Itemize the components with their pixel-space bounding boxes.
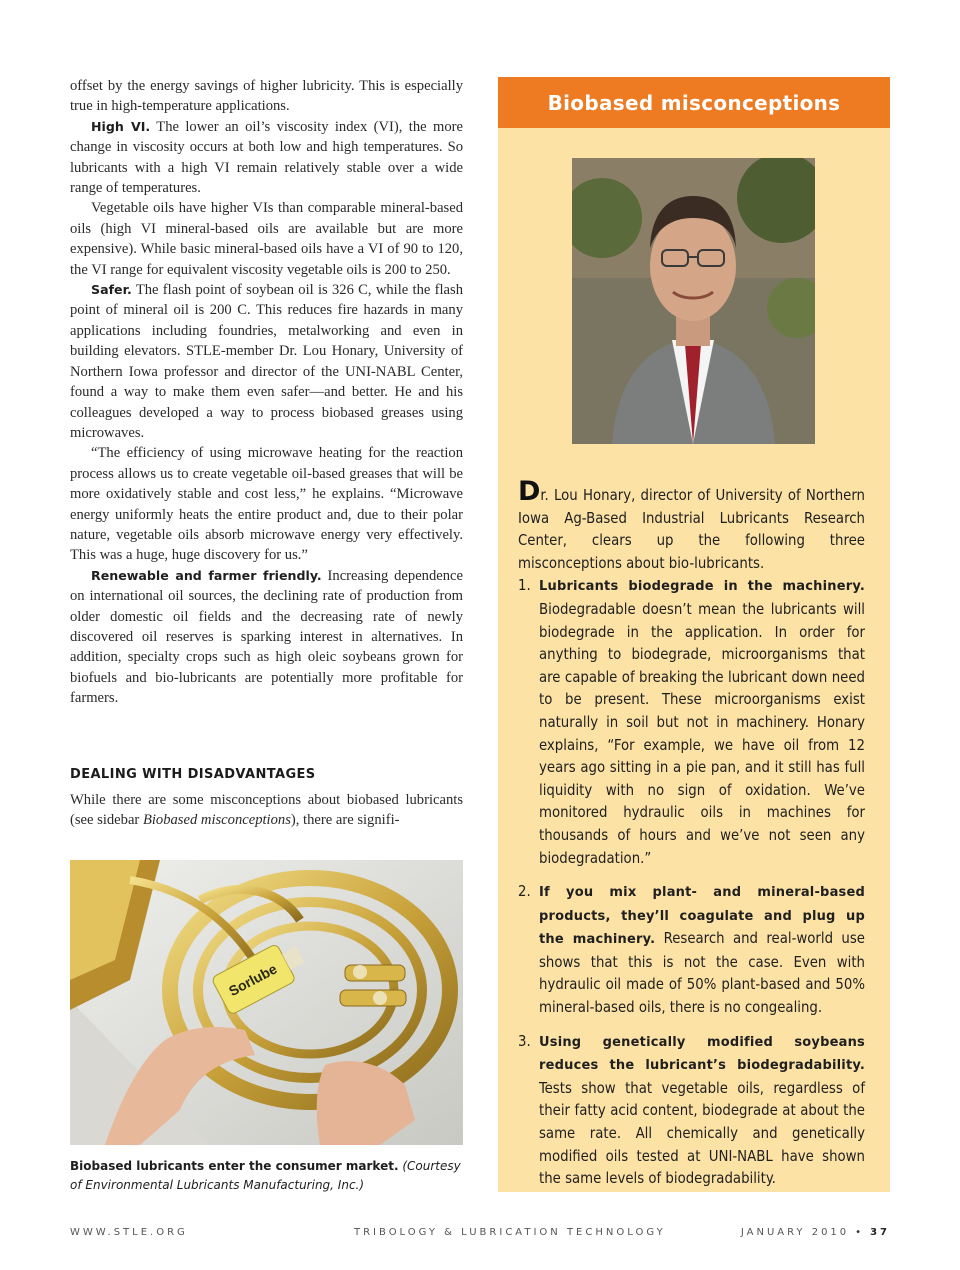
item-text: Biodegradable doesn’t mean the lubricants will biodegrade in the application. In order for anything to biodegrade, microorganisms that are capable of breaking the lubricant down need to be present. These microorganisms exist naturally in soil but not in machinery. Honary explains, “For example, we have oil from 12 years ago sitting in a pie pan, and it still has full liquidity with no sign of oxidation. We’ve monitored hydraulic oils in machines for thousands of hours and we’ve not seen any biodegradation.” [539, 600, 865, 867]
photo-caption [70, 1157, 463, 1195]
paragraph: offset by the energy savings of higher lubricity. This is especially true in high-temperature applications. [70, 78, 463, 115]
list-item [518, 1031, 865, 1191]
paragraph-text: The flash point of soybean oil is 326 C, while the flash point of mineral oil is 200 C. This reduces fire hazards in many applications including foundries, metalworking and even in building elevators. STLE-member Dr. Lou Honary, University of Northern Iowa professor and director of the UNI-NABL Center, found a way to make them even safer—and better. He and his colleagues developed a way to process biobased greases using microwaves. [70, 282, 464, 441]
footer-bullet: • [855, 1227, 865, 1238]
caption-title: Biobased lubricants enter the consumer market. [70, 1159, 399, 1173]
list-item [518, 575, 865, 870]
list-item [518, 881, 865, 1020]
footer-issue [741, 1227, 890, 1238]
main-article-column [70, 76, 463, 709]
french-horn-illustration [70, 860, 463, 1145]
runin-heading: Renewable and farmer friendly. [91, 567, 322, 583]
misconceptions-list [518, 575, 865, 1190]
sidebar-box [498, 77, 890, 1192]
item-text: Tests show that vegetable oils, regardless of their fatty acid content, biodegrade at about the same rate. All chemically and genetically modified oils tested at UNI-NABL have shown the same levels of biodegradability. [539, 1079, 865, 1188]
item-number: 3. [518, 1032, 531, 1050]
runin-heading: Safer. [91, 282, 132, 298]
footer-publication: TRIBOLOGY & LUBRICATION TECHNOLOGY [354, 1227, 666, 1238]
intro-text: r. Lou Honary, director of University of Northern Iowa Ag-Based Industrial Lubricants Research Center, clears up the following three misconceptions about bio-lubricants. [518, 487, 865, 572]
paragraph: Vegetable oils have higher VIs than comparable mineral-based oils (high VI mineral-based oils are available but are more expensive). While basic mineral-based oils have a VI of 90 to 120, the VI range for equivalent viscosity vegetable oils is 200 to 250. [70, 200, 463, 278]
paragraph-renewable [70, 566, 463, 709]
paragraph-quote: “The efficiency of using microwave heating for the reaction process allows us to create vegetable oil-based greases that will be more oxidatively stable and cost less,” he explains. “Microwave energy uniformly heats the entire product and, due to their polar nature, vegetable oils absorb microwave energy very effectively. This was a huge, huge discovery for us.” [70, 445, 463, 564]
sidebar-intro [518, 476, 865, 575]
portrait-photo [572, 158, 815, 444]
portrait-illustration [572, 158, 815, 444]
drop-cap: D [518, 476, 541, 507]
footer-website: WWW.STLE.ORG [70, 1227, 188, 1238]
section-text: While there are some misconceptions about biobased lubricants (see sidebar [70, 792, 463, 829]
item-number: 1. [518, 577, 531, 595]
item-heading: If you mix plant- and mineral-based products, they’ll coagulate and plug up the machinery. [539, 885, 865, 948]
bottle-label: Sorlube [225, 960, 280, 1000]
page-footer [70, 1227, 890, 1243]
runin-heading: High VI. [91, 118, 151, 134]
paragraph-safer [70, 280, 463, 443]
item-heading: Lubricants biodegrade in the machinery. [539, 579, 865, 595]
caption-credit: (Courtesy of Environmental Lubricants Manufacturing, Inc.) [70, 1159, 461, 1192]
item-text: Research and real-world use shows that this is not the case. Even with hydraulic oil made of 50% plant-based and 50% mineral-based oils, there is no congealing. [539, 930, 865, 1017]
section-paragraph [70, 790, 463, 831]
page-number: 37 [870, 1227, 890, 1238]
french-horn-photo [70, 860, 463, 1145]
sidebar-content [518, 476, 865, 1202]
section-text: ), there are signifi- [290, 812, 400, 829]
paragraph-text: Increasing dependence on international oil sources, the declining rate of production from older domestic oil fields and the decreasing rate of newly discovered oil reserves is sparking interest in alternatives. In addition, specialty crops such as high oleic soybeans grown for biofuels and bio-lubricants are potentially more profitable for farmers. [70, 567, 464, 707]
item-number: 2. [518, 883, 531, 901]
paragraph-high-vi [70, 117, 463, 199]
item-heading: Using genetically modified soybeans reduces the lubricant’s biodegradability. [539, 1034, 865, 1074]
sidebar-reference: Biobased misconceptions [142, 812, 291, 829]
section-heading: DEALING WITH DISADVANTAGES [70, 767, 316, 782]
footer-date: JANUARY 2010 [740, 1227, 850, 1238]
paragraph-text: The lower an oil’s viscosity index (VI), the more change in viscosity occurs at both low and high temperatures. So lubricants with a high VI remain relatively stable over a wide range of temperatures. [70, 118, 463, 197]
sidebar-title: Biobased misconceptions [498, 77, 890, 128]
